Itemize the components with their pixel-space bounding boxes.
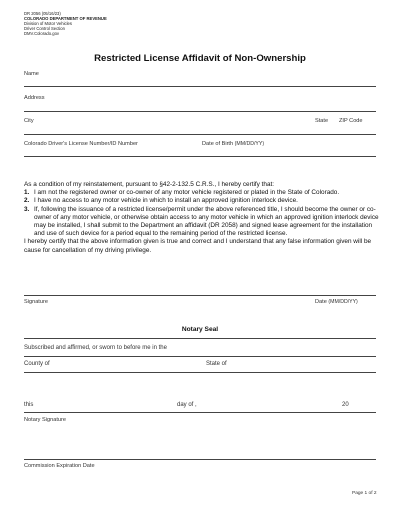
notary-signature-label: Notary Signature xyxy=(24,417,66,423)
address-field[interactable] xyxy=(24,111,376,112)
item-text: If, following the issuance of a restricted license/permit under the above referenced title, I should become the owner or co-owner of any motor vehicle, or otherwise obtain access to any motor vehicle in which an approved ignition interlock device may be installed, I shall submit to the Department an affidavit (DR 2058) and signed lease agreement for the installation and use of such device for a period equal to the remaining period of the restricted license. xyxy=(34,205,379,238)
subscribed-field[interactable] xyxy=(24,356,376,357)
division-name: Division of Motor Vehicles xyxy=(24,21,72,26)
page-number: Page 1 of 2 xyxy=(352,491,377,496)
certification-item xyxy=(24,206,380,239)
county-label: County of xyxy=(24,361,50,367)
subscribed-text: Subscribed and affirmed, or sworn to before me in the xyxy=(24,345,167,351)
city-label: City xyxy=(24,118,34,124)
website-link[interactable]: DMV.Colorado.gov xyxy=(24,31,59,36)
certification-statement xyxy=(24,181,380,255)
section-name: Driver Control Section xyxy=(24,26,65,31)
day-of-label: day of , xyxy=(177,402,197,408)
dob-format: (MM/DD/YY) xyxy=(234,141,265,147)
date-of-notarization-field[interactable] xyxy=(24,412,376,413)
name-label: Name xyxy=(24,71,39,77)
dob-label-text: Date of Birth xyxy=(202,141,234,147)
item-text: I have no access to any motor vehicle in which to install an approved ignition interlock device. xyxy=(34,197,298,205)
name-field[interactable] xyxy=(24,86,376,87)
notary-seal-heading: Notary Seal xyxy=(181,326,219,333)
city-state-zip-field[interactable] xyxy=(24,134,376,135)
certification-item xyxy=(24,189,380,197)
item-number: 1. xyxy=(24,189,30,197)
form-header xyxy=(24,11,107,36)
state-label: State xyxy=(315,118,329,124)
form-number: DR 2056 (05/16/23) xyxy=(24,11,61,16)
signature-field[interactable] xyxy=(24,295,376,296)
commission-field[interactable] xyxy=(24,459,376,460)
form-title: Restricted License Affidavit of Non-Ownership xyxy=(94,53,306,64)
certification-list xyxy=(24,189,380,238)
address-label: Address xyxy=(24,95,45,101)
signature-date-label xyxy=(315,299,358,305)
notary-divider xyxy=(24,338,376,339)
this-label: this xyxy=(24,402,34,408)
department-name: COLORADO DEPARTMENT OF REVENUE xyxy=(24,16,107,21)
certification-item xyxy=(24,197,380,205)
certify-text: I hereby certify that the above information given is true and correct and I understand that any false information given will be cause for cancellation of my driving privilege. xyxy=(24,238,372,254)
license-number-label: Colorado Driver's License Number/ID Number xyxy=(24,141,138,147)
signature-label: Signature xyxy=(24,299,48,305)
license-dob-field[interactable] xyxy=(24,156,376,157)
commission-label: Commission Expiration Date xyxy=(24,463,95,469)
statement-intro: As a condition of my reinstatement, pursuant to §42-2-132.5 C.R.S., I hereby certify that: xyxy=(24,181,275,188)
county-state-field[interactable] xyxy=(24,372,376,373)
dob-label xyxy=(202,141,264,147)
state-of-label: State of xyxy=(206,361,227,367)
signature-date-format: (MM/DD/YY) xyxy=(328,299,358,305)
item-number: 3. xyxy=(24,205,30,213)
item-number: 2. xyxy=(24,197,30,205)
zip-label: ZIP Code xyxy=(339,118,363,124)
signature-date-text: Date xyxy=(315,299,327,305)
item-text: I am not the registered owner or co-owner of any motor vehicle registered or plated in the State of Colorado. xyxy=(34,189,340,197)
year-prefix: 20 xyxy=(342,402,349,408)
